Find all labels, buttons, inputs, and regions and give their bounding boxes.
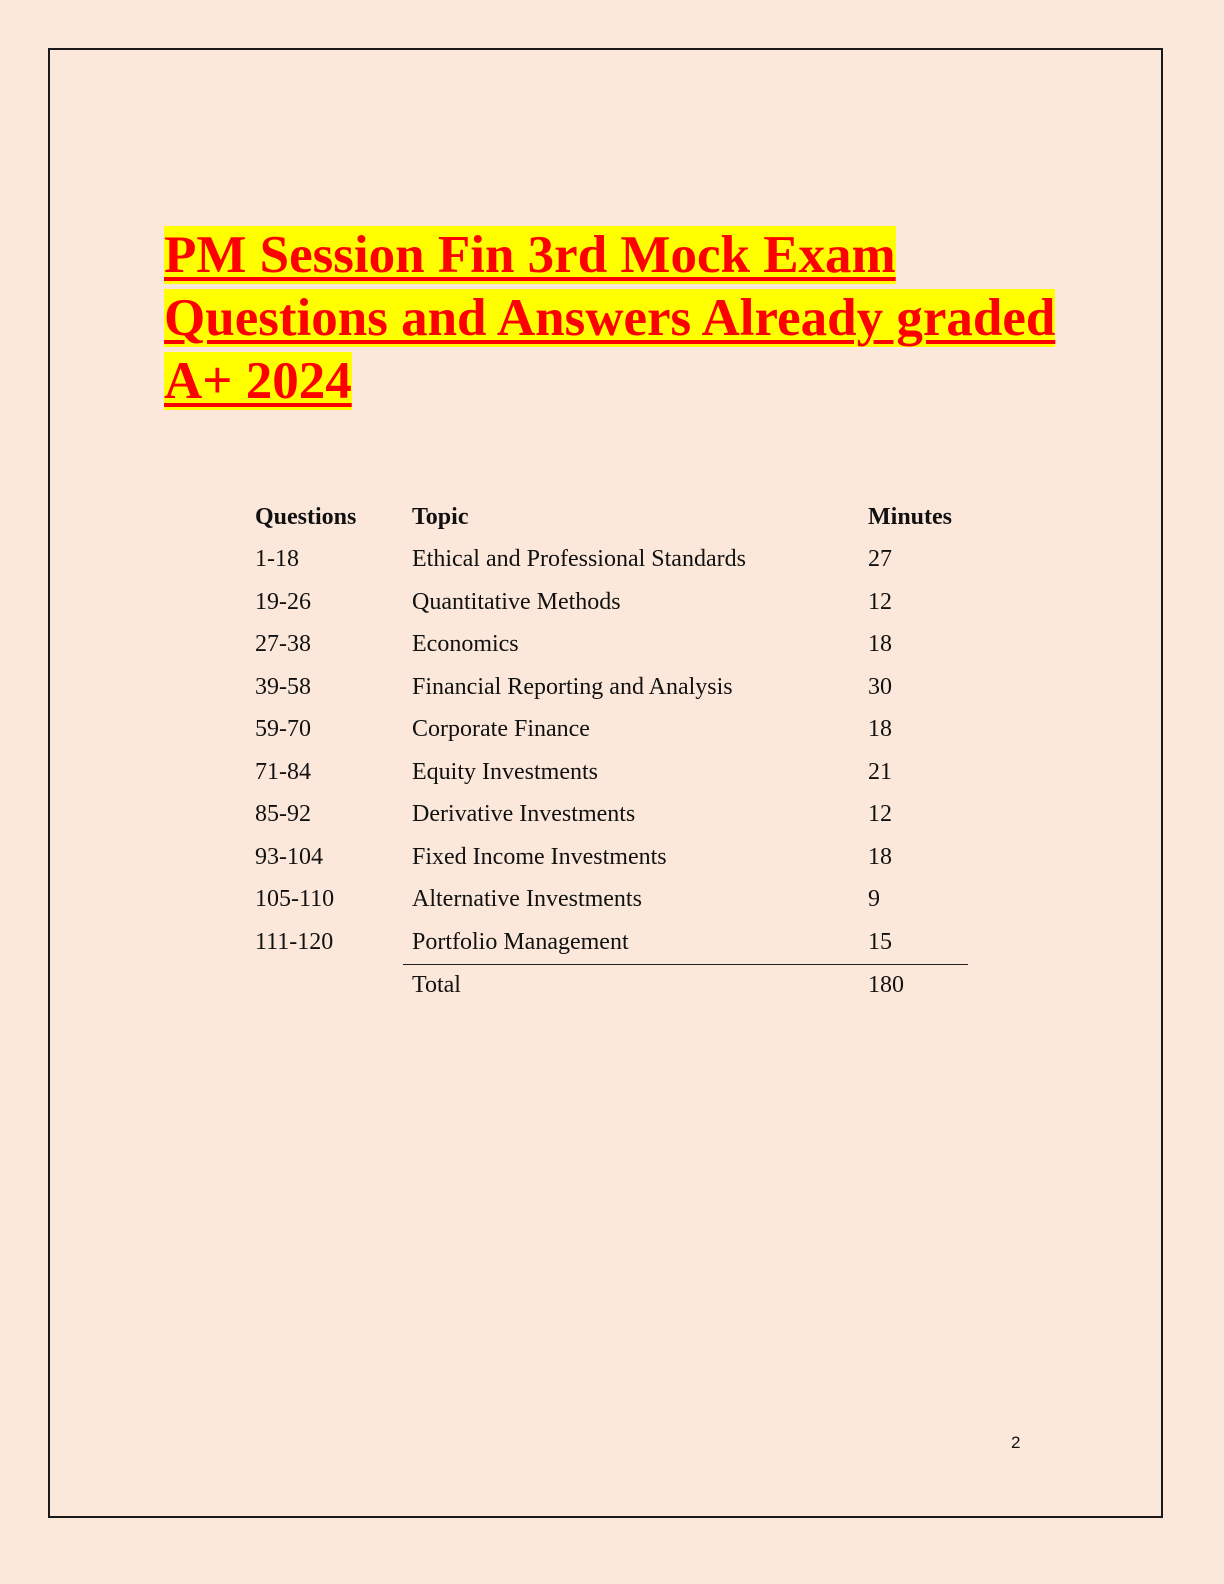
cell-minutes: 12 [868, 588, 892, 615]
cell-minutes: 18 [868, 843, 892, 870]
header-minutes: Minutes [868, 503, 952, 530]
table-row [246, 751, 968, 794]
table-row [246, 709, 968, 752]
title-line-3: A+ 2024 [164, 352, 352, 410]
header-questions: Questions [255, 503, 357, 530]
cell-topic: Quantitative Methods [412, 588, 621, 615]
cell-topic: Alternative Investments [412, 886, 642, 913]
cell-minutes: 18 [868, 631, 892, 658]
cell-questions: 71-84 [255, 758, 311, 785]
cell-topic: Economics [412, 631, 519, 658]
table-row [246, 921, 968, 964]
table-total-row [246, 964, 968, 1007]
document-title [164, 224, 1154, 413]
cell-questions: 27-38 [255, 631, 311, 658]
cell-minutes: 27 [868, 546, 892, 573]
cell-minutes: 18 [868, 716, 892, 743]
table-row [246, 879, 968, 922]
cell-questions: 93-104 [255, 843, 323, 870]
cell-topic: Derivative Investments [412, 801, 636, 828]
total-label: Total [412, 972, 461, 998]
cell-questions: 1-18 [255, 546, 299, 573]
cell-topic: Financial Reporting and Analysis [412, 673, 733, 700]
cell-minutes: 30 [868, 673, 892, 700]
title-line-1: PM Session Fin 3rd Mock Exam [164, 226, 896, 284]
cell-questions: 19-26 [255, 588, 311, 615]
cell-minutes: 21 [868, 758, 892, 785]
cell-minutes: 12 [868, 801, 892, 828]
total-minutes: 180 [868, 972, 904, 998]
cell-questions: 59-70 [255, 716, 311, 743]
table-row [246, 666, 968, 709]
table-row [246, 624, 968, 667]
cell-topic: Portfolio Management [403, 921, 859, 964]
cell-questions: 39-58 [255, 673, 311, 700]
cell-questions: 105-110 [255, 886, 335, 913]
table-row [246, 581, 968, 624]
table-row [246, 794, 968, 837]
header-topic: Topic [412, 503, 469, 530]
page-number: 2 [1011, 1433, 1021, 1452]
cell-questions: 111-120 [255, 929, 334, 955]
cell-topic: Corporate Finance [412, 716, 590, 743]
cell-minutes: 9 [868, 886, 880, 913]
cell-topic: Equity Investments [412, 758, 598, 785]
cell-questions: 85-92 [255, 801, 311, 828]
table-header-row [246, 496, 968, 539]
table-row [246, 836, 968, 879]
cell-empty [246, 964, 403, 1007]
table-row [246, 539, 968, 582]
title-line-2: Questions and Answers Already graded [164, 289, 1056, 347]
exam-schedule-table [246, 496, 968, 1007]
cell-topic: Fixed Income Investments [412, 843, 667, 870]
cell-topic: Ethical and Professional Standards [412, 546, 746, 573]
cell-minutes: 15 [859, 921, 968, 964]
